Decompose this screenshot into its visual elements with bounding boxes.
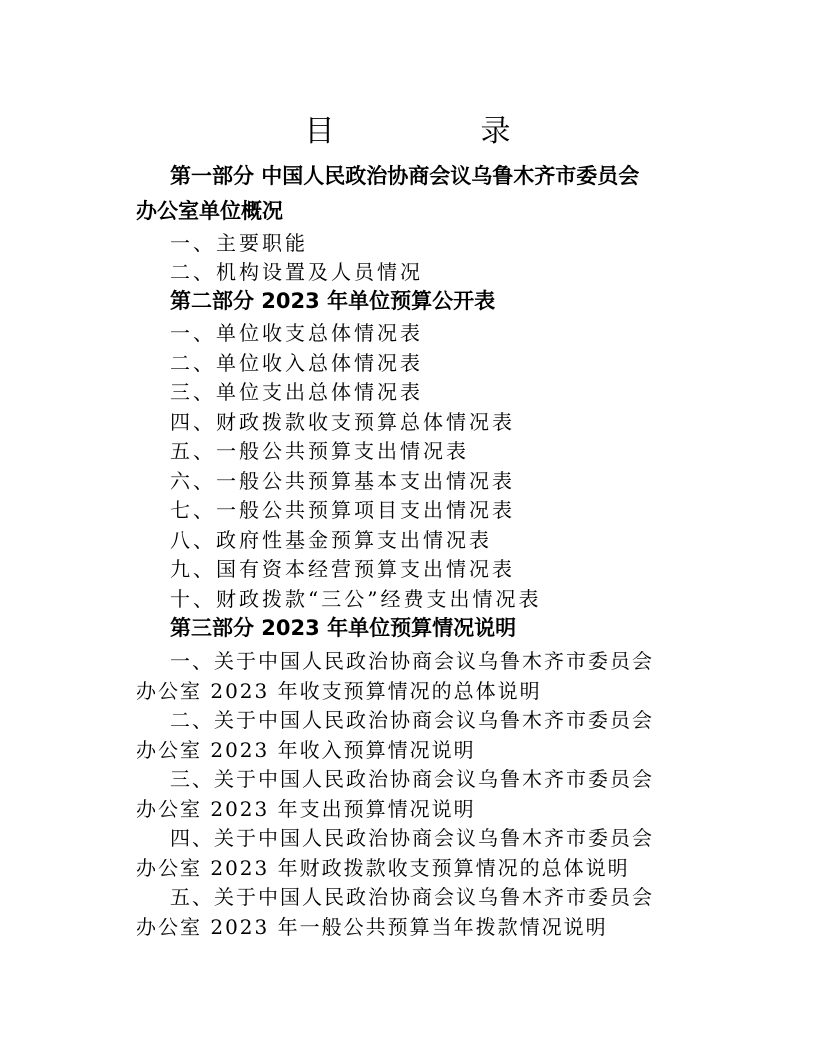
toc-item-line1: 五、关于中国人民政治协商会议乌鲁木齐市委员会 bbox=[170, 885, 654, 909]
toc-title: 目 录 bbox=[304, 114, 569, 149]
toc-item: 一、主要职能 bbox=[170, 231, 308, 255]
toc-item-line2: 办公室 2023 年收支预算情况的总体说明 bbox=[136, 679, 542, 703]
toc-item-line1: 二、关于中国人民政治协商会议乌鲁木齐市委员会 bbox=[170, 708, 654, 732]
toc-item-line1: 四、关于中国人民政治协商会议乌鲁木齐市委员会 bbox=[170, 826, 654, 850]
toc-item: 六、一般公共预算基本支出情况表 bbox=[170, 469, 515, 493]
toc-item: 三、单位支出总体情况表 bbox=[170, 380, 423, 404]
toc-item: 四、财政拨款收支预算总体情况表 bbox=[170, 410, 515, 434]
toc-item-line2: 办公室 2023 年支出预算情况说明 bbox=[136, 797, 476, 821]
toc-item: 一、单位收支总体情况表 bbox=[170, 321, 423, 345]
toc-item: 九、国有资本经营预算支出情况表 bbox=[170, 557, 515, 581]
toc-item: 二、单位收入总体情况表 bbox=[170, 351, 423, 375]
toc-item: 五、一般公共预算支出情况表 bbox=[170, 439, 469, 463]
toc-item-line1: 一、关于中国人民政治协商会议乌鲁木齐市委员会 bbox=[170, 649, 654, 673]
part1-heading-line1: 第一部分 中国人民政治协商会议乌鲁木齐市委员会 bbox=[170, 164, 640, 188]
toc-item: 七、一般公共预算项目支出情况表 bbox=[170, 498, 515, 522]
toc-item: 八、政府性基金预算支出情况表 bbox=[170, 528, 492, 552]
toc-item: 十、财政拨款“三公”经费支出情况表 bbox=[170, 587, 542, 611]
toc-item-line2: 办公室 2023 年财政拨款收支预算情况的总体说明 bbox=[136, 856, 630, 880]
part2-heading: 第二部分 2023 年单位预算公开表 bbox=[170, 289, 496, 313]
part3-heading: 第三部分 2023 年单位预算情况说明 bbox=[170, 616, 517, 640]
part1-heading-line2: 办公室单位概况 bbox=[136, 199, 283, 223]
toc-item-line1: 三、关于中国人民政治协商会议乌鲁木齐市委员会 bbox=[170, 767, 654, 791]
toc-item: 二、机构设置及人员情况 bbox=[170, 260, 423, 284]
toc-item-line2: 办公室 2023 年收入预算情况说明 bbox=[136, 738, 476, 762]
toc-item-line2: 办公室 2023 年一般公共预算当年拨款情况说明 bbox=[136, 915, 608, 939]
